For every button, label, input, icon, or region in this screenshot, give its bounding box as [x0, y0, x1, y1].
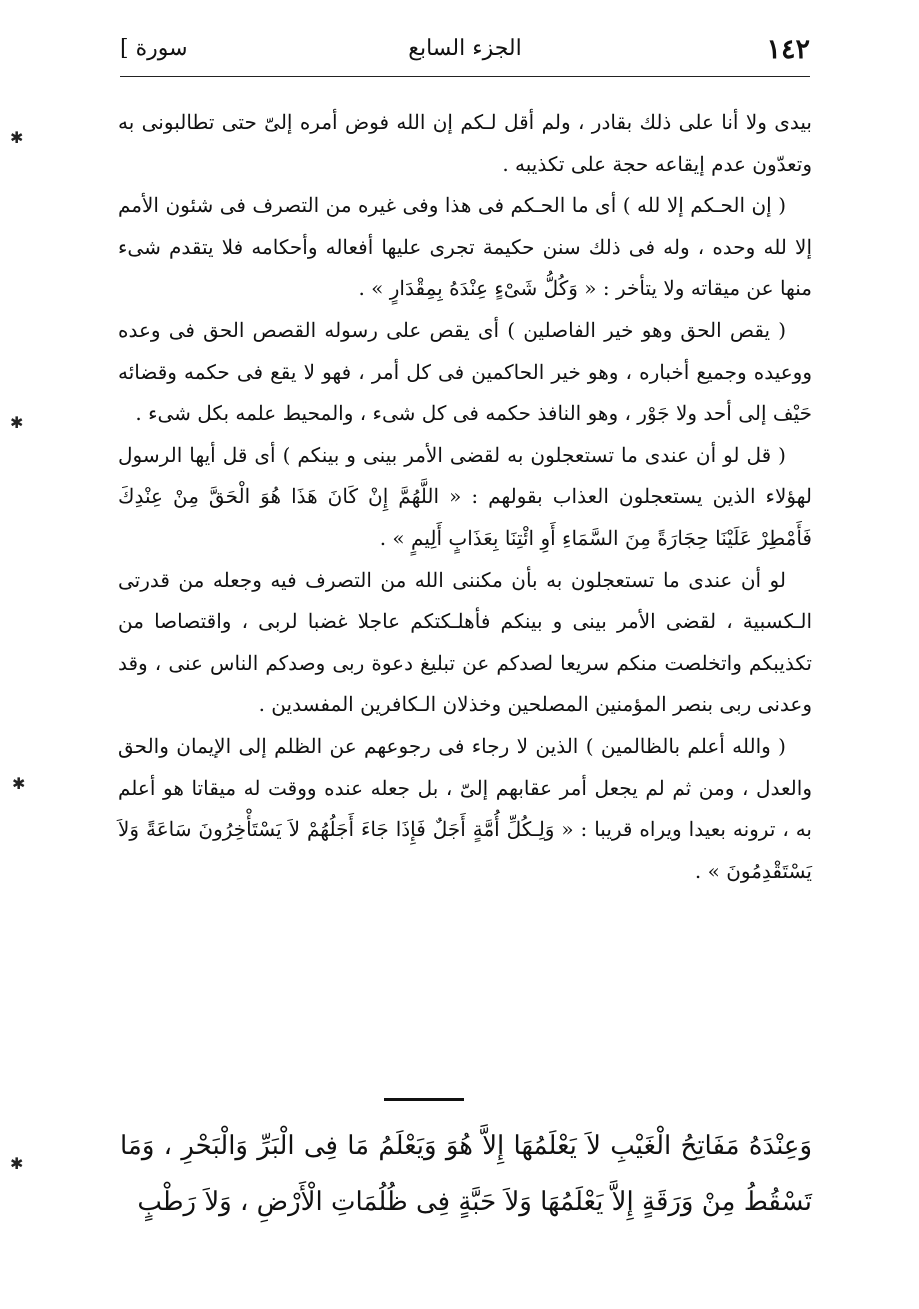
margin-speck-icon: ✱ [10, 413, 24, 432]
surah-label: [ سورة [120, 36, 188, 61]
margin-speck-icon: ✱ [10, 128, 24, 147]
paragraph-1: بيدى ولا أنا على ذلك بقادر ، ولم أقل لـكم إن الله فوض أمره إلىّ حتى تطالبونى به وتعدّون عدم إيقاعه حجة على تكذيبه . [118, 110, 812, 176]
page-number: ١٤٢ [766, 34, 810, 65]
running-title: الجزء السابع [408, 36, 522, 61]
paragraph-3: ( يقص الحق وهو خير الفاصلين ) أى يقص على رسوله القصص الحق فى وعده ووعيده وجميع أخباره ، وهو خير الحاكمين فى كل أمر ، فهو لا يقع فى حكمه وقضائه حَيْف إلى أحد ولا جَوْر ، وهو النافذ حكمه فى كل شىء ، والمحيط علمه بكل شىء . [118, 317, 812, 426]
quran-verse: وَعِنْدَهُ مَفَاتِحُ الْغَيْبِ لاَ يَعْلَمُهَا إِلاَّ هُوَ وَيَعْلَمُ مَا فِى الْبَرِّ وَالْبَحْرِ ، وَمَا تَسْقُطُ مِنْ وَرَقَةٍ إِلاَّ يَعْلَمُهَا وَلاَ حَبَّةٍ فِى ظُلُمَاتِ الْأَرْضِ ، وَلاَ رَطْبٍ [120, 1131, 812, 1217]
header-rule [120, 76, 810, 77]
paragraph-4: ( قل لو أن عندى ما تستعجلون به لقضى الأمر بينى و بينكم ) أى قل أيها الرسول لهؤلاء الذين يستعجلون العذاب بقولهم : « اللَّهُمَّ إِنْ كَانَ هَذَا هُوَ الْحَقَّ مِنْ عِنْدِكَ فَأَمْطِرْ عَلَيْنَا حِجَارَةً مِنَ السَّمَاءِ أَوِ ائْتِنَا بِعَذَابٍ أَلِيمٍ » . [118, 442, 812, 550]
page-header [120, 30, 810, 70]
commentary-body [118, 102, 812, 892]
paragraph-5: لو أن عندى ما تستعجلون به بأن مكننى الله من التصرف فيه وجعله من قدرتى الـكسبية ، لقضى الأمر بينى و بينكم فأهلـكتكم عاجلا غضبا لربى ، واقتصاصا من تكذيبكم واتخلصت منكم سريعا لصدكم عن تبليغ دعوة ربى وصدكم الناس عنى ، وقد وعدنى ربى بنصر المؤمنين المصلحين وخذلان الـكافرين المفسدين . [118, 567, 812, 717]
margin-speck-icon: ✱ [10, 1154, 24, 1173]
section-separator [384, 1098, 464, 1101]
paragraph-6: ( والله أعلم بالظالمين ) الذين لا رجاء فى رجوعهم عن الظلم إلى الإيمان والحق والعدل ، ومن ثم لم يجعل أمر عقابهم إلىّ ، بل جعله عنده ووقت له ميقاتا هو أعلم به ، ترونه بعيدا ويراه قريبا : « وَلِـكُلِّ أُمَّةٍ أَجَلٌ فَإِذَا جَاءَ أَجَلُهُمْ لاَ يَسْتَأْخِرُونَ سَاعَةً وَلاَ يَسْتَقْدِمُونَ » . [118, 733, 812, 883]
paragraph-2: ( إن الحـكم إلا لله ) أى ما الحـكم فى هذا وفى غيره من التصرف فى شئون الأمم إلا لله وحده ، وله فى ذلك سنن حكيمة تجرى عليها أفعاله وأحكامه فلا يتقدم شىء منها عن ميقاته ولا يتأخر : « وَكُلُّ شَىْءٍ عِنْدَهُ بِمِقْدَارٍ » . [118, 193, 813, 301]
margin-speck-icon: ✱ [12, 774, 26, 793]
